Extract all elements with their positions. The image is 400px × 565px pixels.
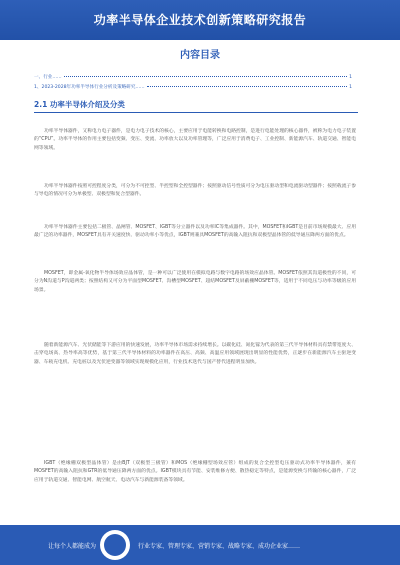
section-divider	[34, 112, 358, 113]
report-title: 功率半导体企业技术创新策略研究报告	[93, 13, 307, 27]
header-banner	[0, 0, 400, 40]
section-heading: 2.1 功率半导体介绍及分类	[34, 100, 125, 109]
paragraph-6: IGBT（绝缘栅双极型晶体管）是由BJT（双极型三极管）和MOS（绝缘栅型场效应管）组成的复合全控型电压驱动式功率半导体器件，兼有MOSFET的高输入阻抗和GTR的低导通压降两方面的优点。IGBT模块具有节能、安装维修方便、散热稳定等特点，是能源变换与传输的核心器件，广泛应用于轨道交通、智能电网、航空航天、电动汽车与新能源装备等领域。	[34, 461, 356, 483]
footer-badge-icon	[100, 530, 130, 560]
toc-title: 内容目录	[180, 50, 220, 61]
paragraph-5: 随着新能源汽车、光伏储能等下游应用的快速发展，功率半导体市场需求持续增长。以碳化硅、氮化镓为代表的第三代半导体材料具有禁带宽度大、击穿电场高、热导率高等优势，基于第三代半导体材料的功率器件在高压、高频、高温应用领域展现出明显的性能优势，正逐步在新能源汽车主驱逆变器、车载充电机、充电桩以及光伏逆变器等领域实现规模化应用，行业技术迭代与国产替代进程明显加快。	[34, 343, 356, 365]
paragraph-1: 功率半导体器件，又称电力电子器件，是电力电子技术的核心，主要应用于电能转换和电路控制，是进行电能处理的核心器件，被称为电力电子装置的“CPU”。功率半导体的作用主要包括变频、变压、变流、功率放大以及功率管理等，广泛应用于消费电子、工业控制、新能源汽车、轨道交通、智能电网等领域。	[34, 129, 356, 151]
footer-banner	[0, 525, 400, 565]
toc-entry-2[interactable]	[34, 84, 352, 90]
toc-entry-text: 一、行业……	[34, 75, 62, 80]
toc-entry-page: 1	[349, 85, 352, 90]
toc-entry-text: 1、2023-2028年功率半导体行业分析及策略研究……	[34, 85, 145, 90]
paragraph-3: 功率半导体器件主要包括二极管、晶闸管、MOSFET、IGBT等分立器件以及功率IC等集成器件。其中，MOSFET和IGBT是目前市场规模最大、应用最广泛的功率器件，MOSFET具有开关速度快、驱动功率小等优点，IGBT则兼具MOSFET的高输入阻抗和双极型晶体管的低导通压降两方面的优点。	[34, 225, 356, 239]
paragraph-2: 功率半导体器件按照可控程度分类，可分为不可控型、半控型和全控型器件；按照驱动信号性质可分为电压驱动型和电流驱动型器件；按照载流子参与导电的情况可分为单极型、双极型和复合型器件。	[34, 184, 356, 198]
toc-entry-1[interactable]	[34, 74, 352, 80]
footer-slogan-right: 行业专家、管理专家、营销专家、战略专家、成功企业家……	[138, 542, 301, 550]
toc-leader-dots	[64, 76, 347, 77]
paragraph-4: MOSFET，即金属-氧化物半导体场效应晶体管，是一种可以广泛使用在模拟电路与数字电路的场效应晶体管。MOSFET依照其沟道极性的不同，可分为N沟道与P沟道两类；按照结构又可分为平面型MOSFET、沟槽型MOSFET、超结MOSFET及屏蔽栅MOSFET等，适用于不同电压与功率等级的应用场景。	[34, 271, 356, 293]
footer-slogan-left: 让每个人都能成为	[48, 542, 97, 550]
toc-entry-page: 1	[349, 75, 352, 80]
toc-leader-dots	[147, 86, 347, 87]
